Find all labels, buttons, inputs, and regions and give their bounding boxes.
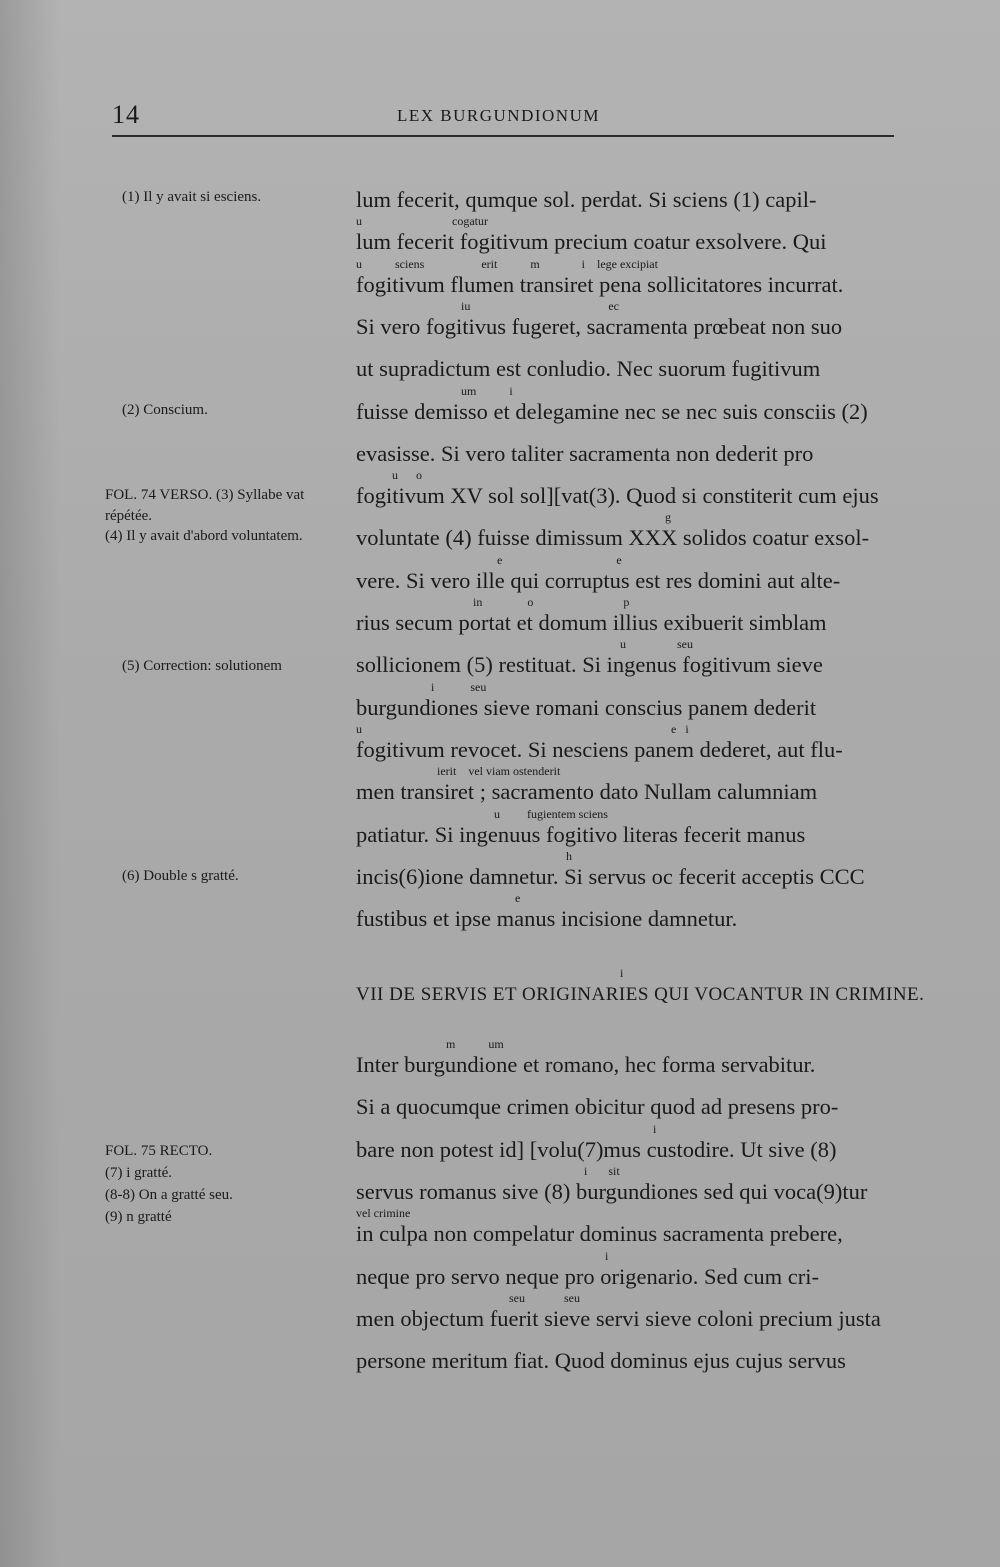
body-line: voluntate (4) fuisse dimissum XXX solidos coatur exsol-	[356, 525, 870, 551]
body-line: Si vero fogitivus fugeret, sacramenta prœbeat non suo	[356, 313, 843, 339]
body-line: evasisse. Si vero taliter sacramenta non dederit pro	[356, 440, 814, 466]
margin-note-6: (6) Double s gratté.	[122, 868, 239, 884]
section-line: neque pro servo neque pro origenario. Sed cum cri-	[356, 1263, 819, 1289]
section-interlinear-gloss: i	[356, 1121, 657, 1136]
body-line: lum fecerit, qumque sol. perdat. Si sciens (1) capil-	[356, 187, 817, 212]
section-line: men objectum fuerit sieve servi sieve coloni precium justa	[356, 1305, 881, 1331]
heading-gloss: i	[620, 966, 624, 980]
body-line: lum fecerit fogitivum precium coatur exsolvere. Qui	[356, 229, 827, 255]
body-line: vere. Si vero ille qui corruptus est res domini aut alte-	[356, 567, 841, 593]
body-line: fogitivum revocet. Si nesciens panem dederet, aut flu-	[356, 736, 843, 762]
margin-note-4: (4) Il y avait d'abord voluntatem.	[105, 528, 303, 544]
body-line: patiatur. Si ingenuus fogitivo literas fecerit manus	[356, 821, 806, 847]
margin-note-5: (5) Correction: solutionem	[122, 658, 282, 674]
section-line: Inter burgundione et romano, hec forma servabitur.	[356, 1052, 816, 1077]
section-interlinear-gloss: i sit	[356, 1163, 620, 1178]
section-heading: VII DE SERVIS ET ORIGINARIES QUI VOCANTUR IN CRIMINE.	[356, 984, 925, 1005]
body-line: fogitivum flumen transiret pena sollicitatores incurrat.	[356, 271, 844, 297]
body-line: fustibus et ipse manus incisione damnetur.	[356, 906, 738, 932]
body-line: ut supradictum est conludio. Nec suorum fugitivum	[356, 356, 821, 382]
body-interlinear-gloss: um i	[356, 383, 513, 398]
page-number: 14	[112, 100, 140, 129]
margin-note-1: (1) Il y avait si esciens.	[122, 189, 262, 205]
body-interlinear-gloss: u seu	[356, 637, 693, 652]
section-line: in culpa non compelatur dominus sacramenta prebere,	[356, 1221, 843, 1247]
body-interlinear-gloss: u e i	[356, 721, 689, 736]
section-interlinear-gloss: m um	[356, 1037, 504, 1051]
running-title: LEX BURGUNDIONUM	[397, 106, 600, 125]
section-line: bare non potest id] [volu(7)mus custodire. Ut sive (8)	[356, 1136, 837, 1162]
page-shadow	[0, 0, 60, 1567]
margin-note-7: (7) i gratté.	[105, 1165, 173, 1181]
section-interlinear-gloss: vel crimine	[356, 1206, 411, 1221]
margin-notes-folio-75	[105, 1140, 350, 1228]
section-line: servus romanus sive (8) burgundiones sed qui voca(9)tur	[356, 1178, 868, 1204]
body-interlinear-gloss: g	[356, 510, 671, 525]
margin-note-3: FOL. 74 VERSO. (3) Syllabe vat répétée.	[105, 487, 305, 524]
body-interlinear-gloss: u sciens erit m i lege excipiat	[356, 256, 658, 271]
margin-note-9: (9) n gratté	[105, 1209, 172, 1225]
body-interlinear-gloss: e	[356, 891, 521, 906]
margin-note-2: (2) Conscium.	[122, 402, 208, 418]
body-interlinear-gloss: e e	[356, 552, 622, 567]
body-line: incis(6)ione damnetur. Si servus oc fecerit acceptis CCC	[356, 863, 865, 889]
body-line: fogitivum XV sol sol][vat(3). Quod si constiterit cum ejus	[356, 483, 879, 509]
body-interlinear-gloss: i seu	[356, 679, 487, 694]
body-interlinear-gloss: ierit vel viam ostenderit	[356, 764, 561, 779]
body-interlinear-gloss: u cogatur	[356, 214, 488, 229]
section-line: Si a quocumque crimen obicitur quod ad presens pro-	[356, 1094, 839, 1120]
body-interlinear-gloss: u fugientem sciens	[356, 806, 608, 821]
body-interlinear-gloss: u o	[356, 468, 422, 483]
body-line: fuisse demisso et delegamine nec se nec suis consciis (2)	[356, 398, 868, 424]
body-line: rius secum portat et domum illius exibuerit simblam	[356, 610, 827, 635]
header-rule	[112, 135, 894, 137]
body-interlinear-gloss: h	[356, 848, 572, 863]
margin-note-folio: FOL. 75 RECTO.	[105, 1143, 213, 1159]
page-header	[112, 100, 894, 140]
body-line: sollicionem (5) restituat. Si ingenus fogitivum sieve	[356, 652, 823, 678]
section-interlinear-gloss: seu seu	[356, 1290, 580, 1305]
body-interlinear-gloss: in o p	[356, 595, 630, 609]
body-interlinear-gloss: iu ec	[356, 298, 619, 313]
section-interlinear-gloss: i	[356, 1248, 609, 1263]
body-line: burgundiones sieve romani conscius panem dederit	[356, 694, 817, 720]
margin-note-8: (8-8) On a gratté seu.	[105, 1187, 233, 1203]
body-line: men transiret ; sacramento dato Nullam calumniam	[356, 779, 818, 805]
section-line: persone meritum fiat. Quod dominus ejus cujus servus	[356, 1348, 846, 1374]
